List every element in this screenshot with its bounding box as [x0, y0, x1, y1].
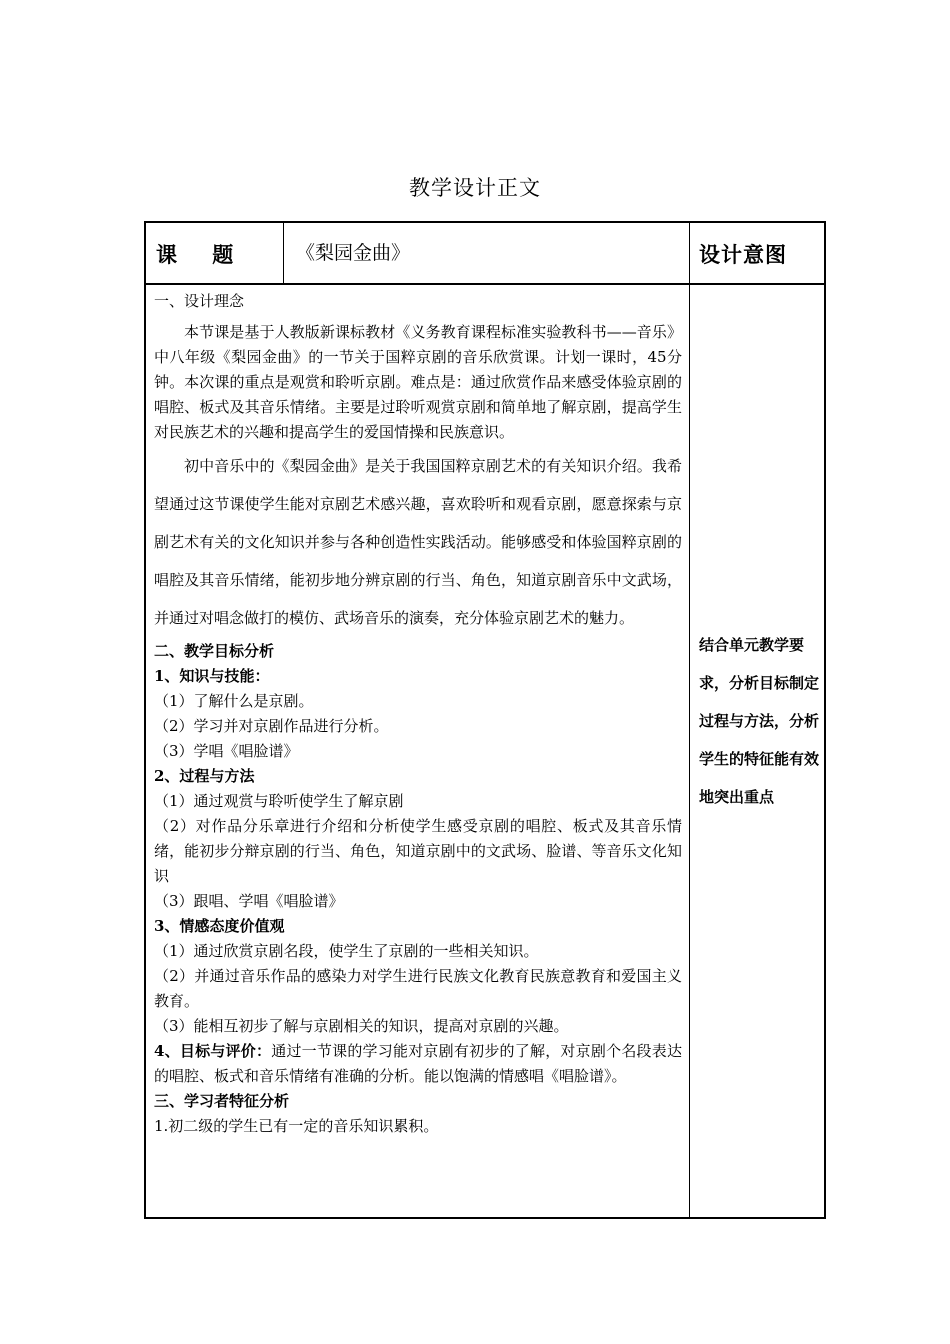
emotion-item: （2）并通过音乐作品的感染力对学生进行民族文化教育民族意教育和爱国主义教育。	[154, 967, 682, 1010]
topic-label: 课 题	[156, 242, 248, 267]
subheading-knowledge-skills: 1、知识与技能：	[154, 667, 270, 685]
method-item: （1）通过观赏与聆听使学生了解京剧	[154, 792, 404, 810]
design-intent-label: 设计意图	[699, 242, 787, 267]
design-concept-paragraph-2: 初中音乐中的《梨园金曲》是关于我国国粹京剧艺术的有关知识介绍。我希望通过这节课使学生能对京剧艺术感兴趣，喜欢聆听和观看京剧，愿意探索与京剧艺术有关的文化知识并参与各种创造性实践活动。能够感受和体验国粹京剧的唱腔及其音乐情绪，能初步地分辨京剧的行当、角色，知道京剧音乐中文武场，并通过对唱念做打的模仿、武场音乐的演奏，充分体验京剧艺术的魅力。	[154, 457, 682, 627]
section-heading-objectives: 二、教学目标分析	[154, 642, 275, 660]
lesson-design-table	[144, 221, 826, 1219]
topic-value: 《梨园金曲》	[296, 242, 411, 264]
document-title: 教学设计正文	[409, 176, 541, 200]
subheading-process-methods: 2、过程与方法	[154, 767, 255, 785]
column-divider	[689, 223, 690, 1217]
header-divider-1	[283, 223, 284, 283]
goal-evaluation-paragraph	[154, 1039, 682, 1089]
knowledge-item: （3）学唱《唱脸谱》	[154, 742, 299, 760]
learner-item: 1.初二级的学生已有一定的音乐知识累积。	[154, 1117, 439, 1135]
subheading-emotion-values: 3、情感态度价值观	[154, 917, 285, 935]
knowledge-item: （1）了解什么是京剧。	[154, 692, 314, 710]
table-header-row	[146, 223, 824, 285]
method-item: （3）跟唱、学唱《唱脸谱》	[154, 892, 344, 910]
design-concept-paragraph-1: 本节课是基于人教版新课标教材《义务教育课程标准实验教科书——音乐》中八年级《梨园金曲》的一节关于国粹京剧的音乐欣赏课。计划一课时，45分钟。本次课的重点是观赏和聆听京剧。难点是：通过欣赏作品来感受体验京剧的唱腔、板式及其音乐情绪。主要是过聆听观赏京剧和简单地了解京剧，提高学生对民族艺术的兴趣和提高学生的爱国情操和民族意识。	[154, 323, 682, 441]
goal-evaluation-text: 通过一节课的学习能对京剧有初步的了解，对京剧个名段表达的唱腔、板式和音乐情绪有准确的分析。能以饱满的情感唱《唱脸谱》。	[154, 1042, 682, 1085]
main-content-cell	[154, 289, 682, 1139]
design-intent-note: 结合单元教学要求，分析目标制定过程与方法，分析学生的特征能有效地突出重点	[699, 636, 820, 806]
method-item: （2）对作品分乐章进行介绍和分析使学生感受京剧的唱腔、板式及其音乐情绪，能初步分辩京剧的行当、角色，知道京剧中的文武场、脸谱、等音乐文化知识	[154, 817, 682, 885]
section-heading-learner-analysis: 三、学习者特征分析	[154, 1092, 290, 1110]
emotion-item: （3）能相互初步了解与京剧相关的知识，提高对京剧的兴趣。	[154, 1017, 569, 1035]
emotion-item: （1）通过欣赏京剧名段，使学生了京剧的一些相关知识。	[154, 942, 539, 960]
subheading-goal-evaluation: 4、目标与评价：	[154, 1042, 272, 1060]
section-heading-design-concept: 一、设计理念	[154, 292, 245, 310]
knowledge-item: （2）学习并对京剧作品进行分析。	[154, 717, 389, 735]
